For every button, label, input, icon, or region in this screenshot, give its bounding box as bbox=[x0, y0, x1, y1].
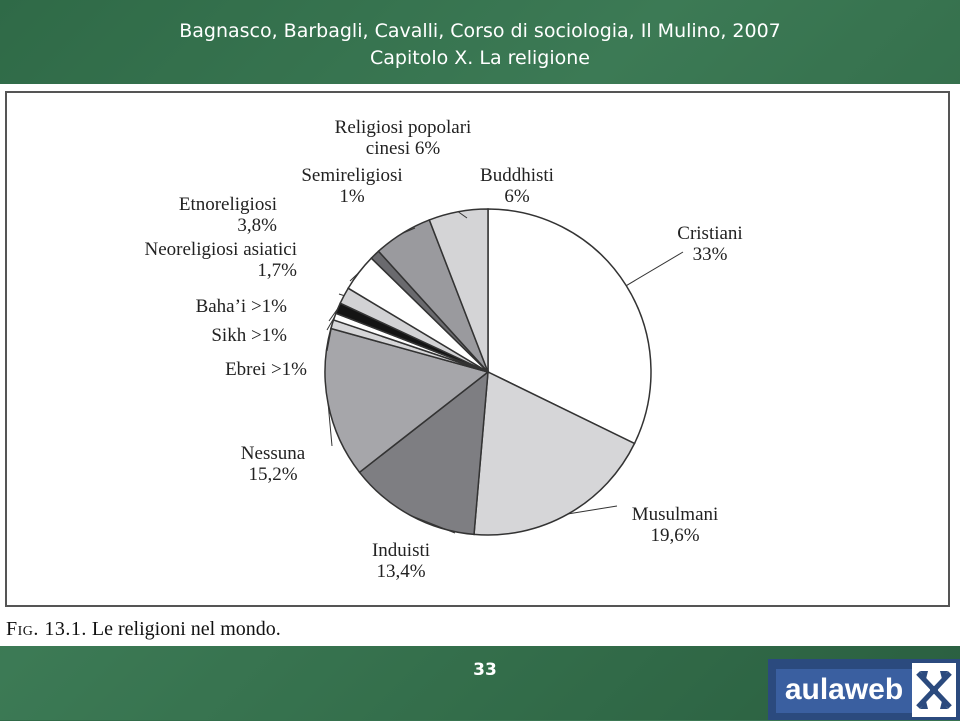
page-number: 33 bbox=[473, 660, 497, 680]
figure-caption bbox=[6, 618, 281, 641]
slice-label: Ebrei >1% bbox=[225, 359, 307, 380]
figure-panel bbox=[0, 84, 960, 646]
figure-label: Fig. 13.1. bbox=[6, 618, 87, 640]
header-line-2: Capitolo X. La religione bbox=[370, 47, 590, 69]
slice-label: Cristiani 33% bbox=[677, 223, 743, 265]
figure-frame bbox=[5, 91, 950, 607]
slice-label: Religiosi popolari cinesi 6% bbox=[334, 117, 472, 159]
pie-chart bbox=[7, 93, 948, 605]
logo-text: aulaweb bbox=[776, 669, 912, 713]
slice-label: Induisti 13,4% bbox=[371, 540, 431, 582]
slice-label: Buddhisti 6% bbox=[480, 165, 554, 207]
slide-header bbox=[0, 18, 960, 72]
windmill-icon bbox=[912, 663, 956, 717]
slice-label: Neoreligiosi asiatici 1,7% bbox=[144, 239, 297, 281]
header-line-1: Bagnasco, Barbagli, Cavalli, Corso di sociologia, Il Mulino, 2007 bbox=[179, 20, 781, 42]
aulaweb-logo[interactable] bbox=[768, 659, 960, 720]
slice-label: Musulmani 19,6% bbox=[631, 504, 719, 546]
slice-label: Nessuna 15,2% bbox=[240, 443, 306, 485]
slice-label: Sikh >1% bbox=[211, 325, 287, 346]
leader-line bbox=[626, 252, 683, 286]
slice-label: Baha’i >1% bbox=[195, 296, 287, 317]
figure-caption-text: Le religioni nel mondo. bbox=[91, 618, 281, 640]
slice-label: Semireligiosi 1% bbox=[301, 165, 403, 207]
slice-label: Etnoreligiosi 3,8% bbox=[178, 194, 277, 236]
leader-line bbox=[339, 294, 344, 296]
